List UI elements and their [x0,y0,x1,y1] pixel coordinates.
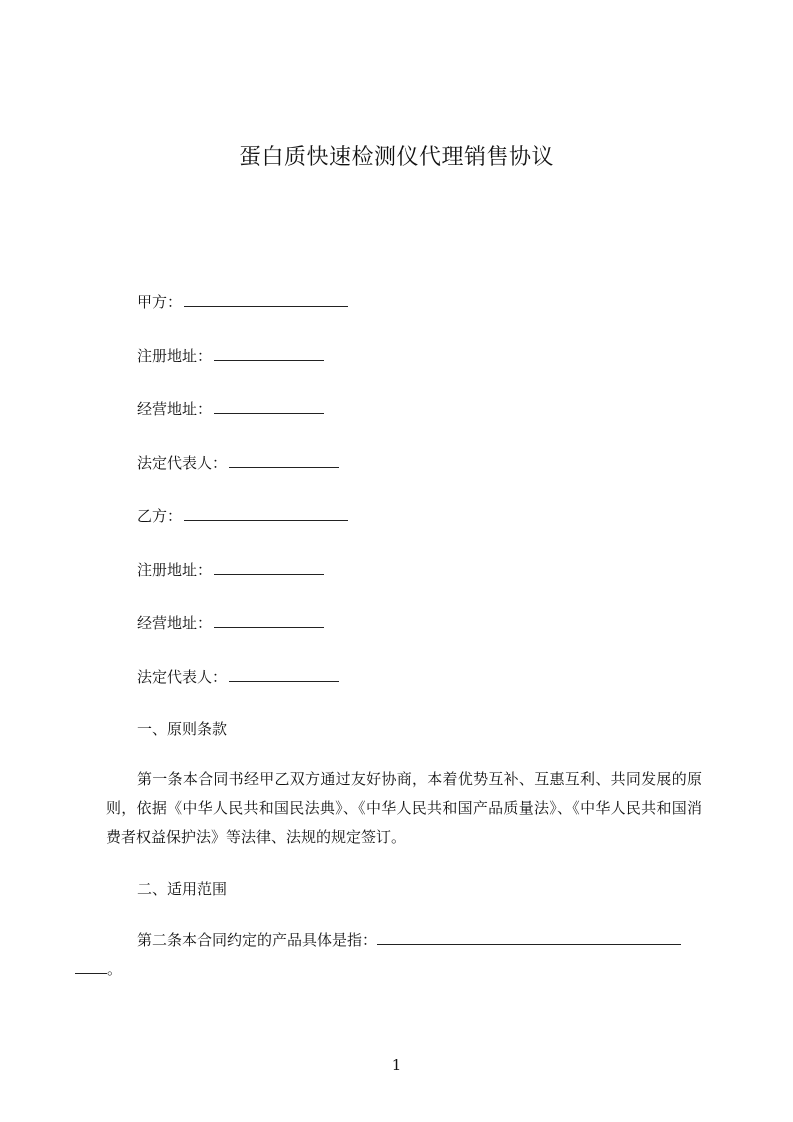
article-2-end: 。 [107,960,123,978]
article-1-paragraph: 第一条本合同书经甲乙双方通过友好协商，本着优势互补、互惠互利、共同发展的原则，依据《中华人民共和国民法典》、《中华人民共和国产品质量法》、《中华人民共和国消费者权益保护法》等法律、法规的规定签订。 [106,770,702,846]
article-2-blank[interactable] [377,929,681,945]
document-title: 蛋白质快速检测仪代理销售协议 [238,145,554,170]
party-a-business-address-label: 经营地址： [137,400,213,418]
party-a-legal-rep-field [137,452,339,473]
party-b-legal-rep-label: 法定代表人： [137,668,228,686]
party-a-label: 甲方： [137,293,183,311]
party-a-blank[interactable] [184,291,348,307]
party-b-registered-address-blank[interactable] [214,559,324,575]
party-b-business-address-label: 经营地址： [137,614,213,632]
party-b-field [137,505,348,526]
section-1-heading: 一、原则条款 [137,720,228,738]
party-b-registered-address-label: 注册地址： [137,561,213,579]
party-a-registered-address-label: 注册地址： [137,347,213,365]
party-a-registered-address-field [137,345,324,366]
party-b-business-address-blank[interactable] [214,612,324,628]
section-2-heading: 二、适用范围 [137,880,228,898]
party-b-label: 乙方： [137,507,183,525]
party-a-business-address-field [137,398,324,419]
party-b-business-address-field [137,612,324,633]
party-a-business-address-blank[interactable] [214,398,324,414]
party-b-registered-address-field [137,559,324,580]
party-b-legal-rep-field [137,666,339,687]
party-a-legal-rep-blank[interactable] [229,452,339,468]
party-a-legal-rep-label: 法定代表人： [137,454,228,472]
article-2-text: 第二条本合同约定的产品具体是指： [137,931,378,949]
article-2-blank-continued[interactable] [75,958,107,974]
party-b-legal-rep-blank[interactable] [229,666,339,682]
party-b-blank[interactable] [184,505,348,521]
page-number: 1 [391,1056,402,1074]
article-2-paragraph [106,926,702,984]
party-a-registered-address-blank[interactable] [214,345,324,361]
party-a-field [137,291,348,312]
